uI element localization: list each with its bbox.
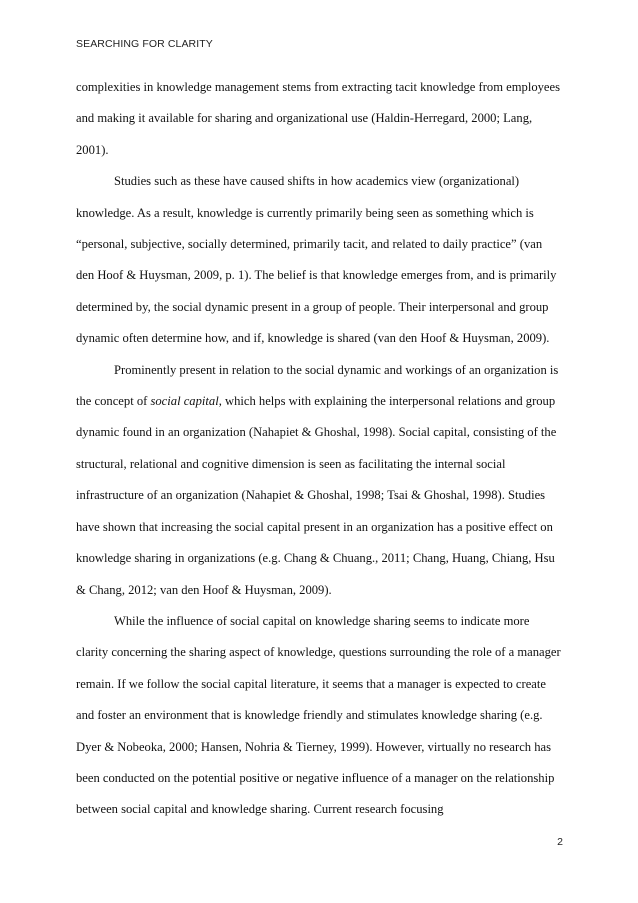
social-capital-term: social capital: [150, 394, 219, 409]
paragraph-2: Studies such as these have caused shifts in how academics view (organizational) knowledge. As a result, knowledge is currently primarily being seen as something which is “personal, subjective, socially determined, primarily tacit, and related to daily practice” (van den Hoof & Huysman, 2009, p. 1). The belief is that knowledge emerges from, and is primarily determined by, the social dynamic present in a group of people. Their interpersonal and group dynamic often determine how, and if, knowledge is shared (van den Hoof & Huysman, 2009).: [76, 174, 557, 346]
paragraph-4: While the influence of social capital on knowledge sharing seems to indicate more clarity concerning the sharing aspect of knowledge, questions surrounding the role of a manager remain. If we follow the social capital literature, it seems that a manager is expected to create and foster an environment that is knowledge friendly and stimulates knowledge sharing (e.g. Dyer & Nobeoka, 2000; Hansen, Nohria & Tierney, 1999). However, virtually no research has been conducted on the potential positive or negative influence of a manager on the relationship between social capital and knowledge sharing. Current research focusing: [76, 613, 561, 817]
page-number: 2: [557, 836, 563, 848]
paragraph-1: complexities in knowledge management stems from extracting tacit knowledge from employees and making it available for sharing and organizational use (Haldin-Herregard, 2000; Lang, 2001).: [76, 80, 561, 157]
paragraph-3-text-after: , which helps with explaining the interpersonal relations and group dynamic found in an organization (Nahapiet & Ghoshal, 1998). Social capital, consisting of the structural, relational and cognitive dimension is seen as facilitating the internal social infrastructure of an organization (Nahapiet & Ghoshal, 1998; Tsai & Ghoshal, 1998). Studies have shown that increasing the social capital present in an organization has a positive effect on knowledge sharing in organizations (e.g. Chang & Chuang., 2011; Chang, Huang, Chiang, Hsu & Chang, 2012; van den Hoof & Huysman, 2009).: [76, 394, 557, 597]
body-text: [76, 72, 562, 826]
paragraph-3: [76, 355, 562, 606]
running-head: SEARCHING FOR CLARITY: [76, 38, 213, 50]
paragraph-3-text-before: Prominently present in relation to the social dynamic and workings of an organization is the concept of: [76, 362, 559, 409]
